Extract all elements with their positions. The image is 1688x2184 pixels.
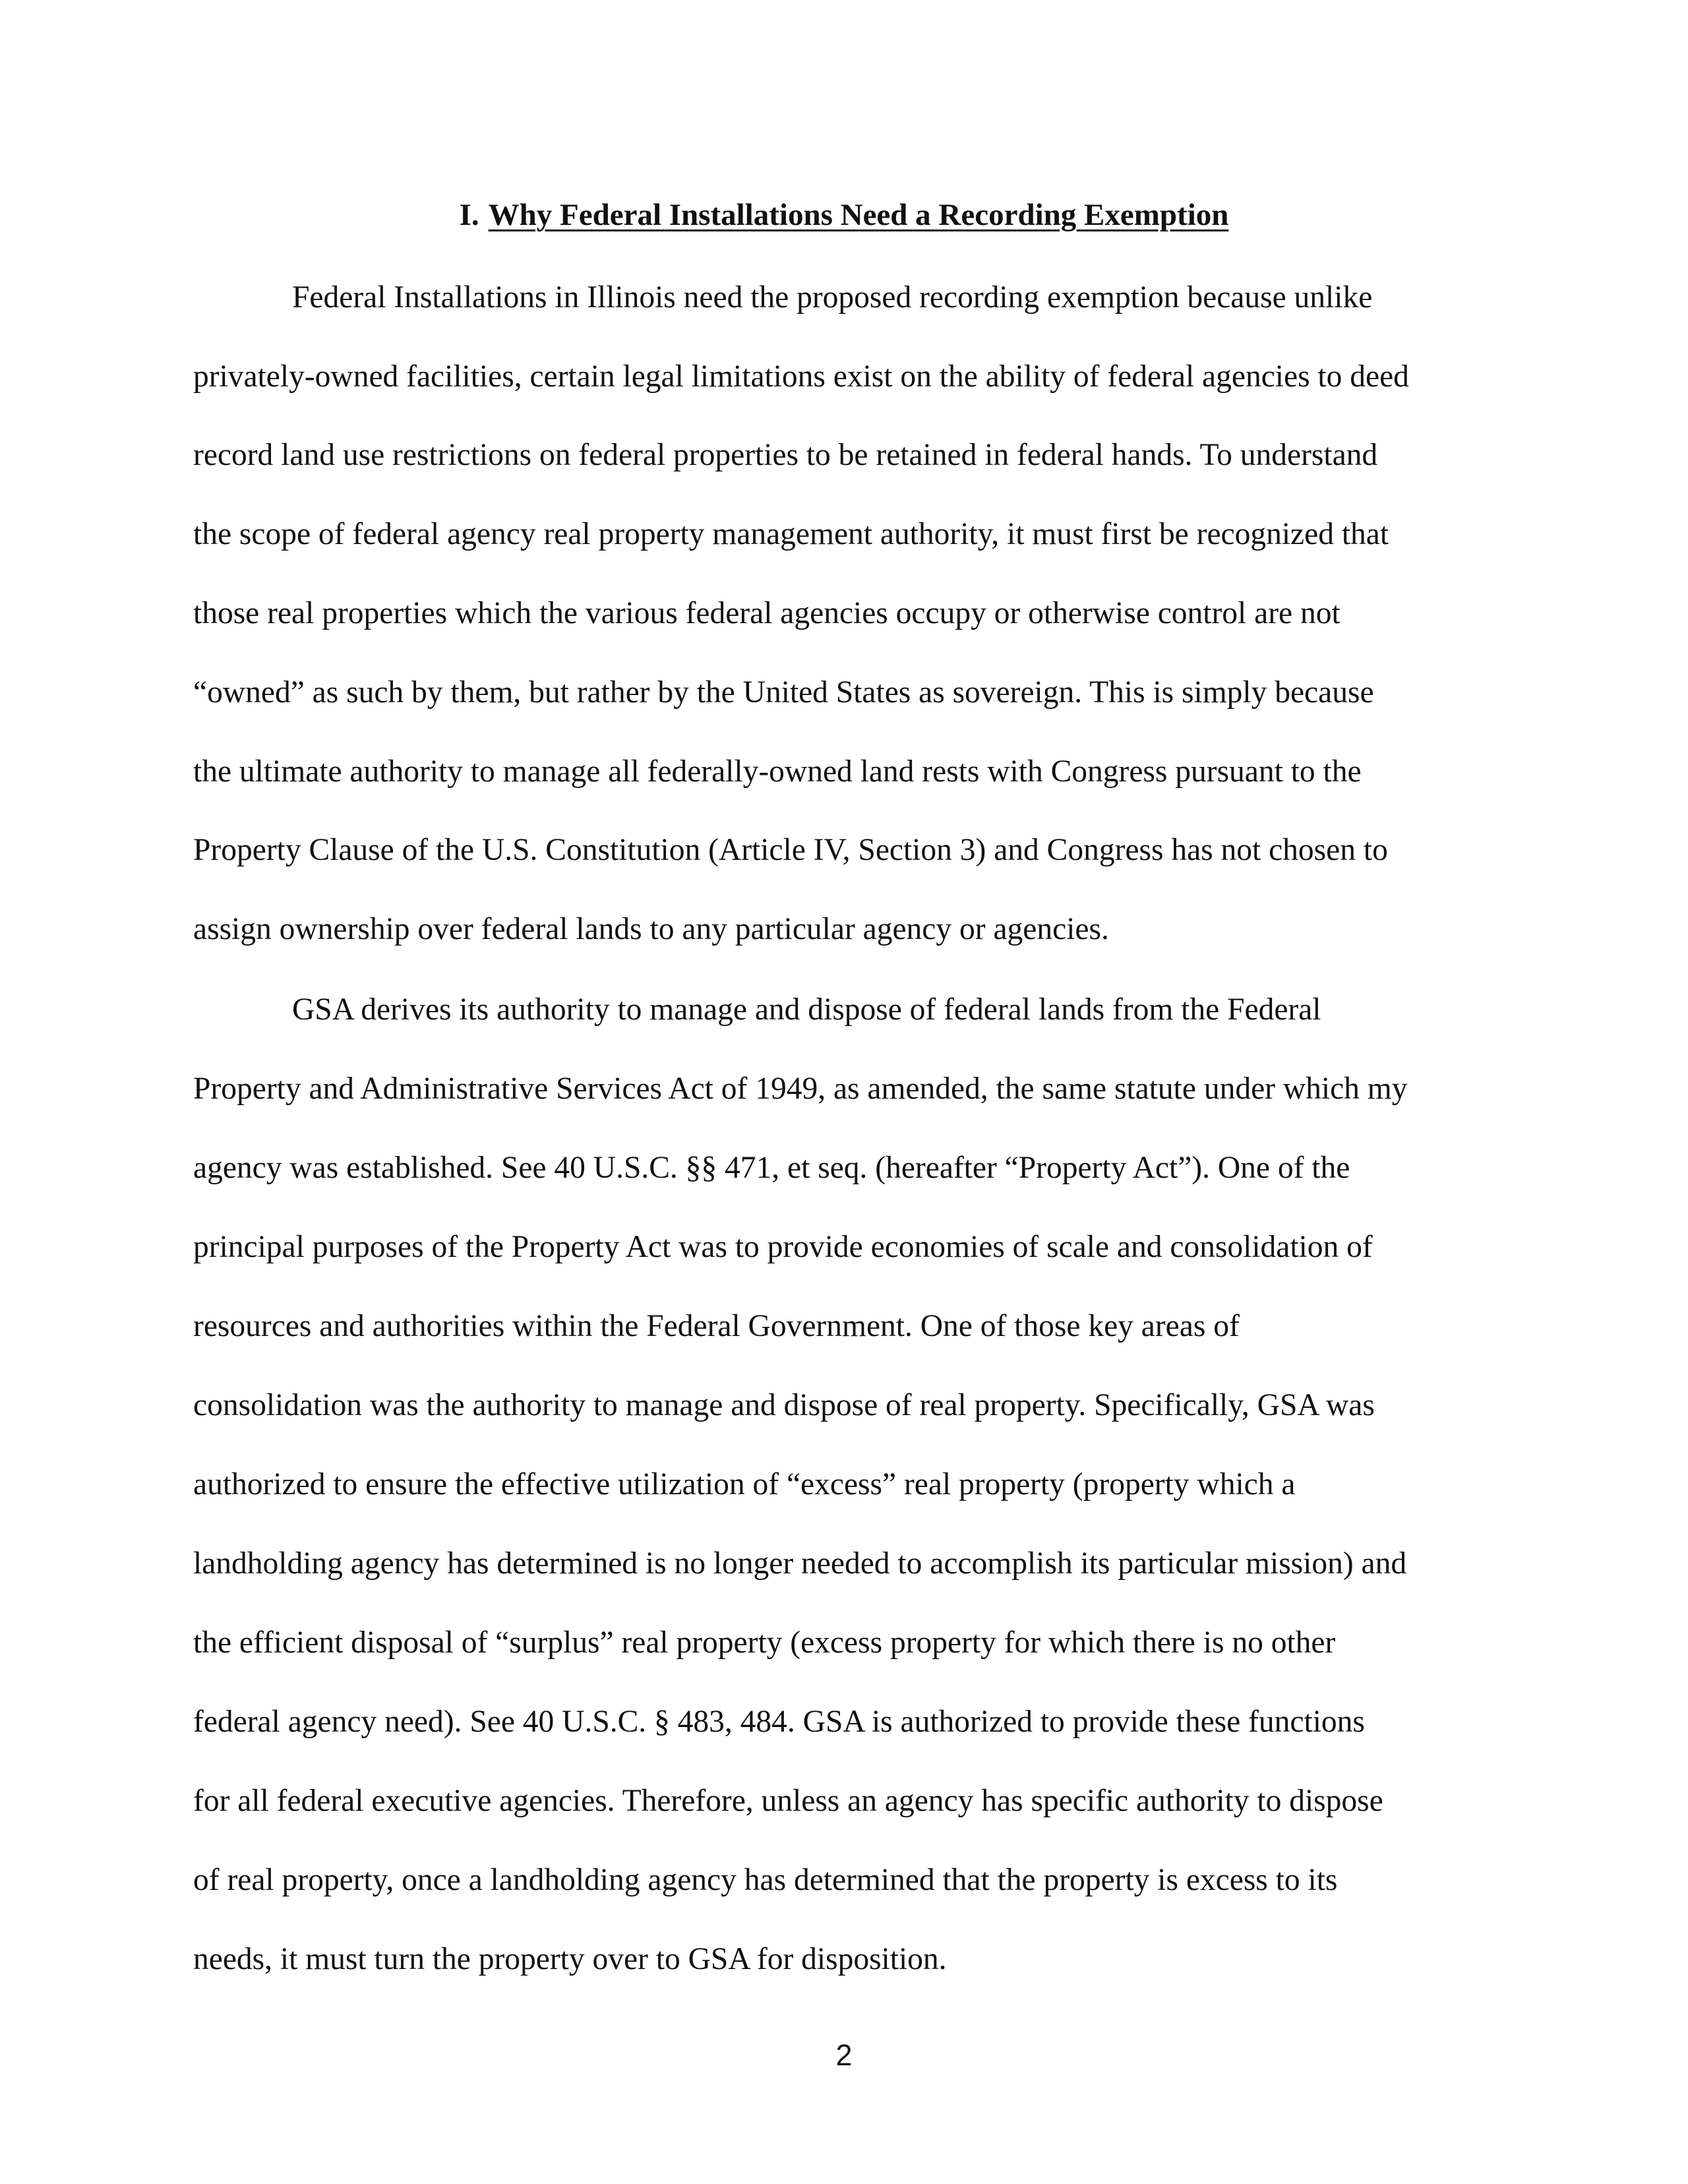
section-number: I. <box>459 198 479 232</box>
paragraph-1-line-7: the ultimate authority to manage all federally-owned land rests with Congress pursuant to the <box>193 754 1362 789</box>
paragraph-2-line-13: needs, it must turn the property over to GSA for disposition. <box>193 1942 947 1976</box>
page-number: 2 <box>835 2038 853 2072</box>
paragraph-1-line-6: “owned” as such by them, but rather by the United States as sovereign. This is simply because <box>193 675 1374 710</box>
paragraph-1-line-3: record land use restrictions on federal properties to be retained in federal hands. To understand <box>193 438 1378 472</box>
paragraph-2-line-5: resources and authorities within the Federal Government. One of those key areas of <box>193 1309 1240 1343</box>
paragraph-2-line-8: landholding agency has determined is no longer needed to accomplish its particular mission) and <box>193 1546 1407 1581</box>
paragraph-1-line-8: Property Clause of the U.S. Constitution (Article IV, Section 3) and Congress has not chosen to <box>193 833 1388 867</box>
section-heading <box>0 195 1688 235</box>
paragraph-2-line-7: authorized to ensure the effective utilization of “excess” real property (property which a <box>193 1467 1296 1502</box>
paragraph-1-line-9: assign ownership over federal lands to any particular agency or agencies. <box>193 912 1109 946</box>
paragraph-2-line-2: Property and Administrative Services Act of 1949, as amended, the same statute under which my <box>193 1072 1408 1106</box>
paragraph-1-line-5: those real properties which the various federal agencies occupy or otherwise control are not <box>193 596 1341 630</box>
paragraph-1-line-1: Federal Installations in Illinois need the proposed recording exemption because unlike <box>292 280 1373 315</box>
paragraph-2-line-6: consolidation was the authority to manage and dispose of real property. Specifically, GSA was <box>193 1388 1375 1422</box>
paragraph-2-line-4: principal purposes of the Property Act was to provide economies of scale and consolidation of <box>193 1230 1373 1264</box>
paragraph-2-line-3: agency was established. See 40 U.S.C. §§ 471, et seq. (hereafter “Property Act”). One of the <box>193 1151 1350 1185</box>
paragraph-2-line-9: the efficient disposal of “surplus” real property (excess property for which there is no other <box>193 1625 1336 1660</box>
paragraph-1-line-2: privately-owned facilities, certain legal limitations exist on the ability of federal agencies to deed <box>193 359 1409 394</box>
paragraph-2-line-10: federal agency need). See 40 U.S.C. § 483, 484. GSA is authorized to provide these functions <box>193 1705 1365 1739</box>
paragraph-2-line-11: for all federal executive agencies. Therefore, unless an agency has specific authority to dispose <box>193 1784 1383 1818</box>
section-title: Why Federal Installations Need a Recording Exemption <box>488 198 1229 232</box>
paragraph-1-line-4: the scope of federal agency real property management authority, it must first be recognized that <box>193 517 1389 551</box>
paragraph-2-line-12: of real property, once a landholding agency has determined that the property is excess to its <box>193 1863 1338 1897</box>
paragraph-2-line-1: GSA derives its authority to manage and dispose of federal lands from the Federal <box>292 992 1321 1027</box>
